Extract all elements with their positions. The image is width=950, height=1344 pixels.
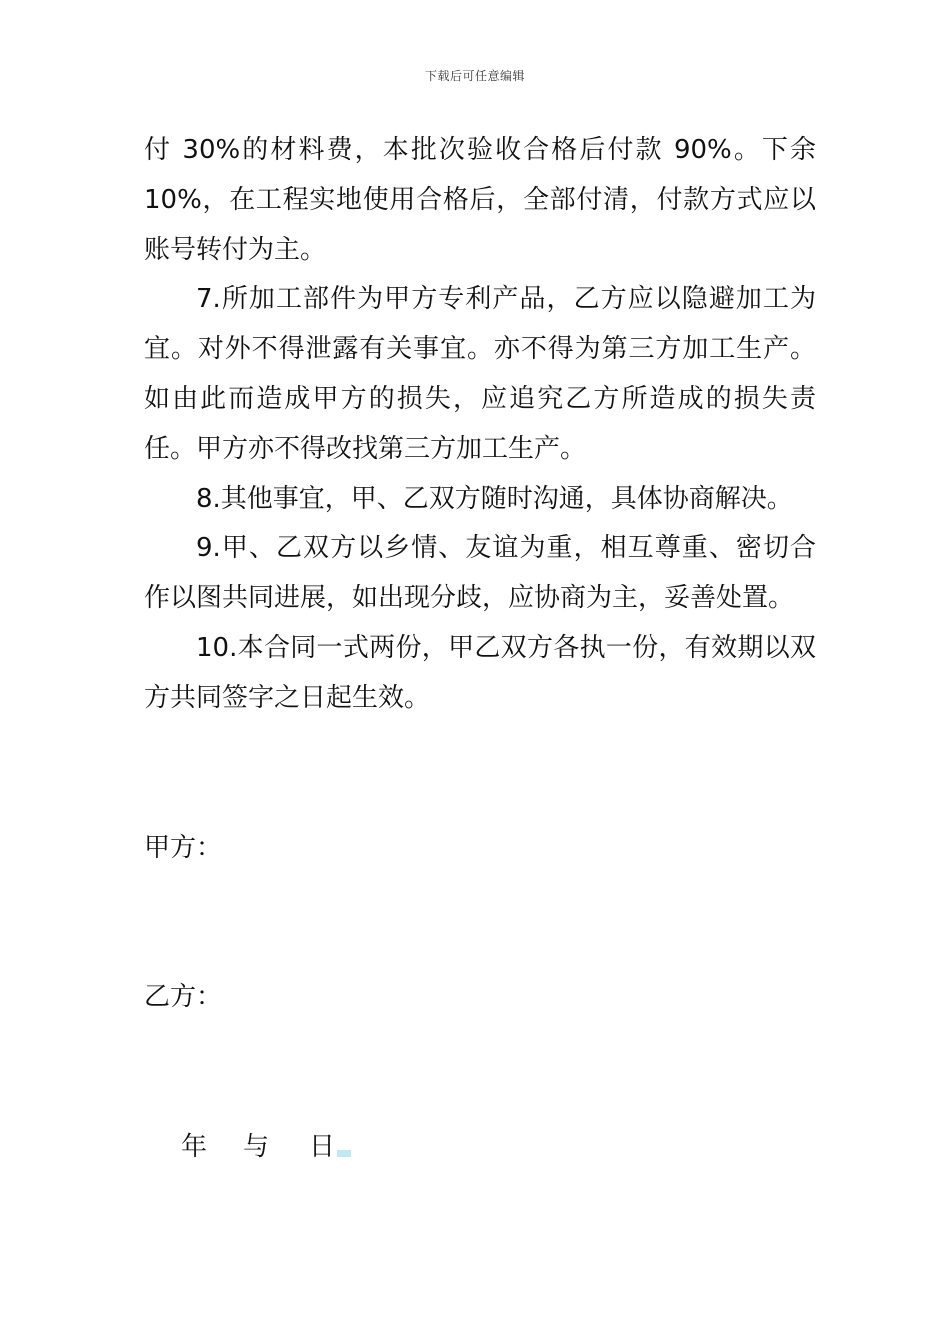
party-b-signature-label: 乙方： xyxy=(144,982,223,1012)
date-year-label: 年 xyxy=(181,1132,208,1162)
paragraph-clause-10: 10.本合同一式两份，甲乙双方各执一份，有效期以双方共同签字之日起生效。 xyxy=(144,632,816,713)
paragraph-clause-8: 8.其他事宜，甲、乙双方随时沟通，具体协商解决。 xyxy=(196,483,793,514)
paragraph-payment: 付 30%的材料费，本批次验收合格后付款 90%。下余 10%，在工程实地使用合格后，全部付清，付款方式应以账号转付为主。 xyxy=(144,135,816,265)
paragraph-clause-9: 9.甲、乙双方以乡情、友谊为重，相互尊重、密切合作以图共同进展，如出现分歧，应协商为主，妥善处置。 xyxy=(144,533,816,614)
page-header: 下载后可任意编辑 xyxy=(424,69,525,83)
paragraph-clause-7: 7.所加工部件为甲方专利产品，乙方应以隐避加工为宜。对外不得泄露有关事宜。亦不得为第三方加工生产。如由此而造成甲方的损失，应追究乙方所造成的损失责任。甲方亦不得改找第三方加工生产。 xyxy=(144,284,816,464)
date-month-label: 与 xyxy=(243,1132,270,1162)
party-a-signature-label: 甲方： xyxy=(144,833,223,863)
text-cursor-highlight xyxy=(337,1150,351,1157)
date-day-label: 日 xyxy=(309,1132,336,1162)
contract-body xyxy=(144,126,816,724)
signing-date xyxy=(181,1127,351,1167)
